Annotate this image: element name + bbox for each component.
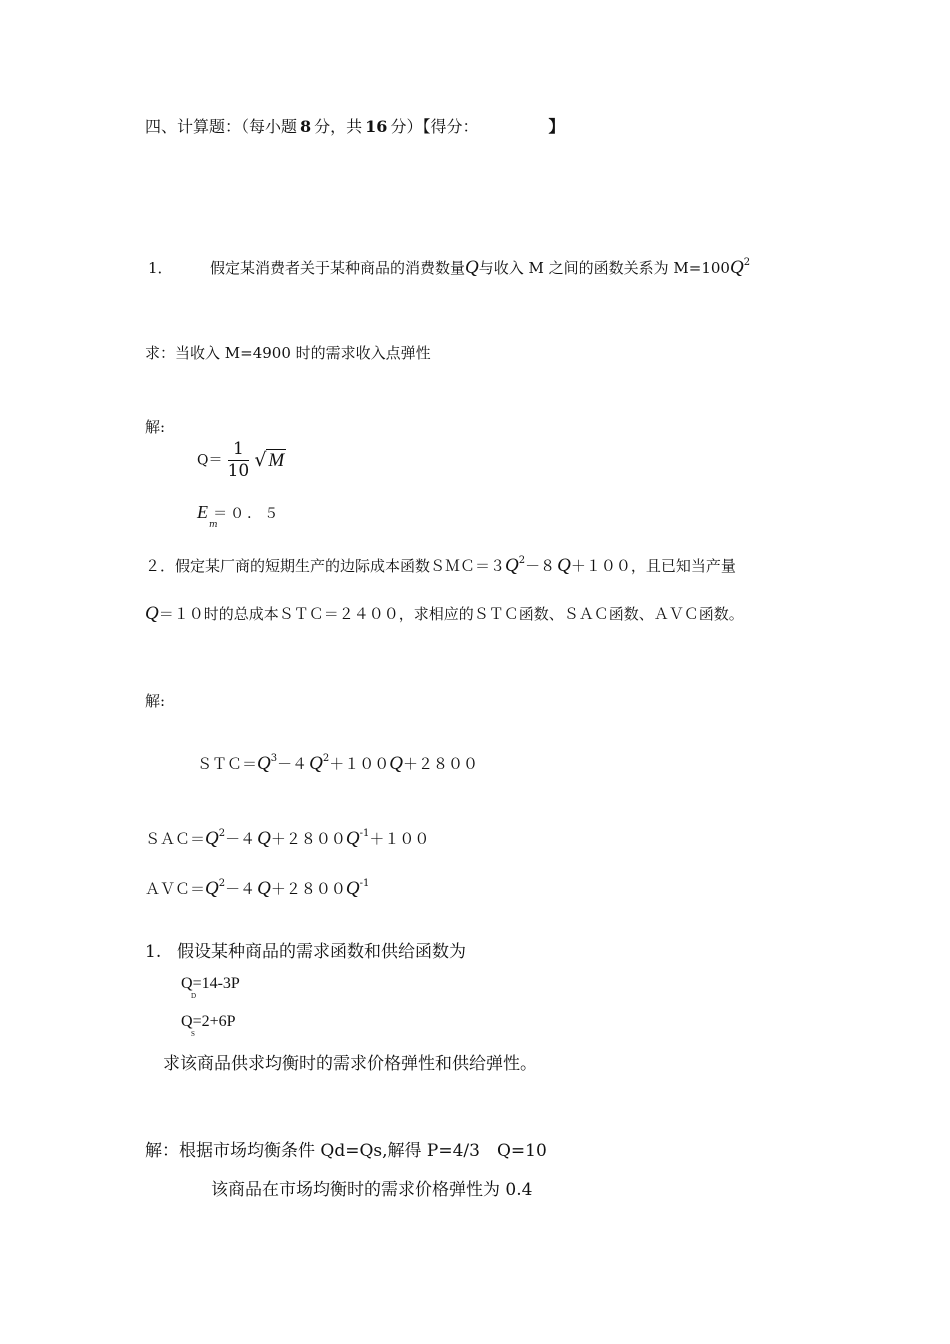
q3-number: 1. (145, 942, 162, 962)
q2-stc-a: ＳＴＣ＝ (197, 755, 258, 773)
section-close-bracket: 】 (548, 117, 565, 136)
q2-sac-exp2: 2 (218, 828, 226, 839)
q1-em-subscript: m (209, 520, 218, 530)
q2-stc (197, 754, 478, 773)
q2-sac-d: ＋１００ (369, 830, 430, 848)
q1-statement (148, 258, 750, 277)
q3-qd: Q (181, 975, 193, 992)
q3-qd-sub: D (191, 992, 197, 1000)
q3-text: 假设某种商品的需求函数和供给函数为 (177, 942, 466, 962)
q2-sac-q2: Q (257, 828, 271, 849)
q1-radicand: M (268, 450, 285, 471)
q1-formula-lhs: Q＝ (197, 452, 223, 469)
q1-elasticity (197, 502, 282, 530)
q2-avc-q3: Q (345, 878, 360, 899)
q3-qs: Q (181, 1013, 193, 1030)
q3-qs-sub: S (191, 1030, 195, 1038)
q3-solution: 解：根据市场均衡条件 Qd=Qs,解得 P=4/3 Q=10 (145, 1141, 547, 1161)
q2-avc-q1: Q (205, 878, 219, 899)
q2-stc-d: ＋２８００ (403, 755, 479, 773)
section-prefix: 四、计算题：（每小题 (145, 117, 298, 136)
q1-solution-label: 解: (145, 418, 166, 436)
q2-stc-b: －４ (277, 755, 308, 773)
total-score: 16 (365, 117, 388, 136)
q2-var-q-c: Q (145, 603, 159, 624)
q2-sac (145, 829, 429, 848)
section-mid: 分，共 (314, 117, 363, 136)
q3-statement (145, 944, 466, 961)
q2-avc-b: －４ (225, 880, 256, 898)
q1-fraction-denominator: 10 (227, 461, 250, 481)
q2-var-q-b: Q (557, 555, 571, 576)
q3-supply-fn (181, 1013, 236, 1038)
q1-em-symbol: E (197, 502, 208, 522)
q2-sac-q3: Q (345, 828, 360, 849)
q2-stc-q1: Q (257, 753, 271, 774)
q1-var-q: Q (465, 257, 479, 278)
q2-line1: ２．假定某厂商的短期生产的边际成本函数ＳＭＣ＝３ (145, 557, 506, 575)
q1-ask: 求：当收入 M=4900 时的需求收入点弹性 (145, 344, 431, 362)
q1-em-value: ＝０．５ (213, 506, 282, 522)
q1-text: 假定某消费者关于某种商品的消费数量 (210, 259, 466, 277)
q2-stc-q3: Q (389, 753, 403, 774)
q2-sac-c: ＋２８００ (270, 830, 346, 848)
q1-sqrt: √ M (254, 449, 285, 471)
q2-avc-expm1: -1 (359, 878, 370, 889)
q2-sac-expm1: -1 (359, 828, 370, 839)
q3-result: 该商品在市场均衡时的需求价格弹性为 0.4 (211, 1180, 533, 1200)
q2-solution-label: 解: (145, 692, 166, 710)
per-item-score: 8 (300, 117, 312, 136)
q1-exponent: 2 (743, 257, 751, 268)
q2-stc-exp2: 2 (322, 753, 330, 764)
q2-line1b: －８ (525, 557, 556, 575)
q2-exp-a: 2 (518, 555, 526, 566)
q2-avc (145, 879, 369, 898)
q3-ask: 求该商品供求均衡时的需求价格弹性和供给弹性。 (163, 1054, 537, 1074)
q1-fraction (228, 441, 250, 480)
q1-text2: 与收入 M 之间的函数关系为 M=100 (478, 259, 730, 277)
q3-demand-fn (181, 975, 240, 1000)
q2-sac-b: －４ (225, 830, 256, 848)
q2-statement-line1 (145, 556, 736, 575)
q1-number: 1． (148, 259, 173, 277)
q1-formula (197, 441, 286, 480)
q2-avc-q2: Q (257, 878, 271, 899)
q2-sac-q1: Q (205, 828, 219, 849)
section-header (145, 119, 564, 135)
q2-stc-exp3: 3 (270, 753, 278, 764)
q2-statement-line2 (145, 604, 744, 623)
q2-avc-c: ＋２８００ (270, 880, 346, 898)
section-suffix: 分）【得分： (390, 117, 479, 136)
q2-stc-c: ＋１００ (329, 755, 390, 773)
q3-qd-rhs: =14-3P (192, 975, 240, 992)
q1-var-q2: Q (729, 257, 744, 278)
q2-var-q-a: Q (505, 555, 519, 576)
q2-avc-exp2: 2 (218, 878, 226, 889)
q2-line2b: ＝１０时的总成本ＳＴＣ＝２４００，求相应的ＳＴＣ函数、ＳＡＣ函数、ＡＶＣ函数。 (158, 605, 744, 623)
q1-fraction-numerator: 1 (228, 441, 250, 461)
q2-sac-a: ＳＡＣ＝ (145, 830, 206, 848)
q3-qs-rhs: =2+6P (192, 1013, 236, 1030)
q2-line1c: ＋１００，且已知当产量 (570, 557, 736, 575)
q2-stc-q2: Q (309, 753, 323, 774)
q2-avc-a: ＡＶＣ＝ (145, 880, 206, 898)
